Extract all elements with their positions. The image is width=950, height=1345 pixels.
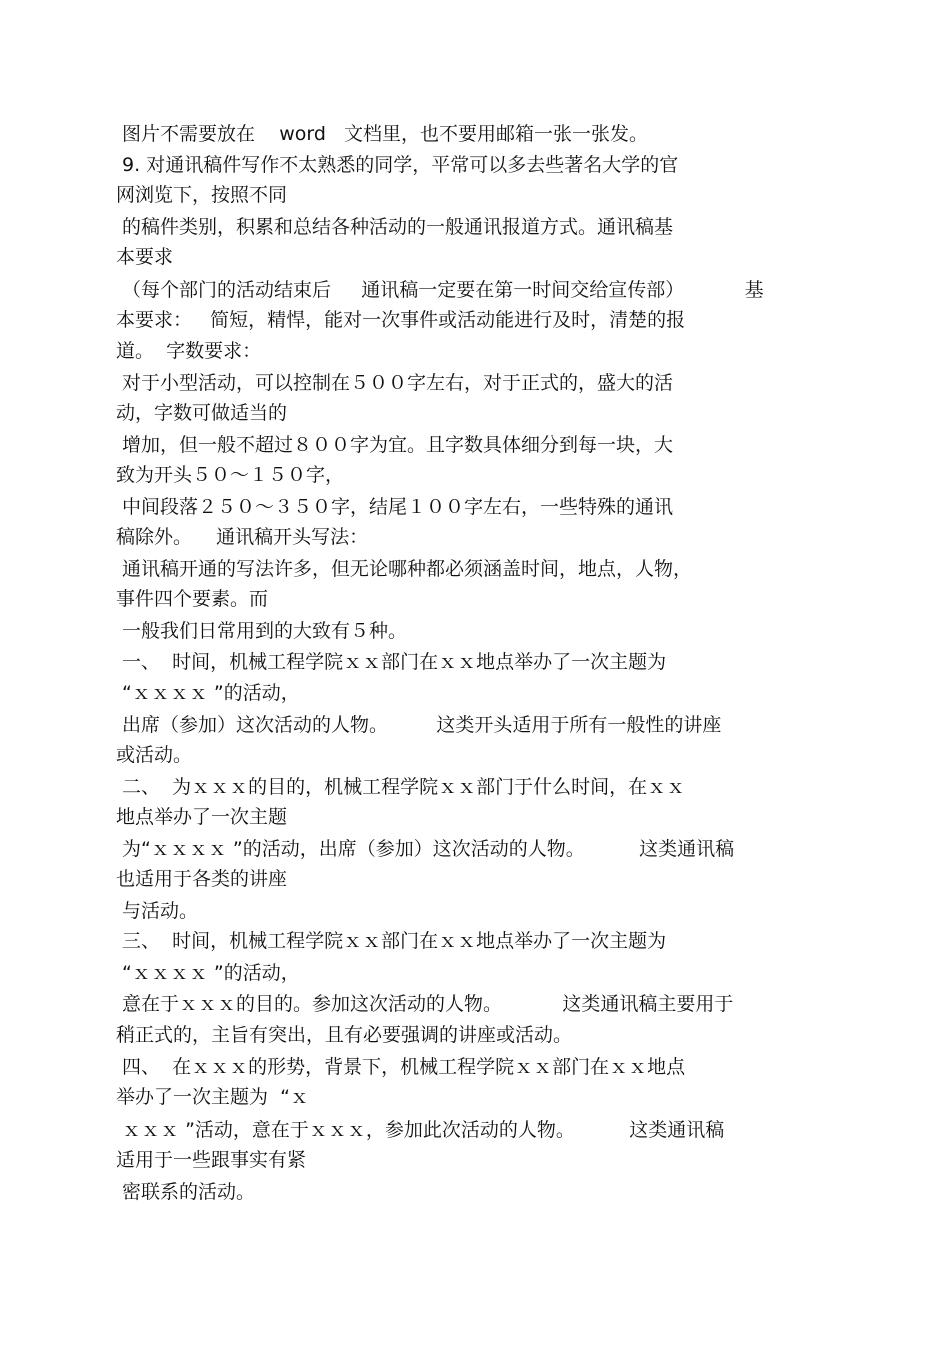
text-line: 图片不需要放在 word 文档里，也不要用邮箱一张一张发。 [116,123,649,145]
text-line: 出席（参加）这次活动的人物。 这类开头适用于所有一般性的讲座 [116,714,722,736]
text-line: 道。 字数要求： [116,340,262,362]
text-line: 事件四个要素。而 [116,588,269,610]
text-line: ｘｘｘ ”活动，意在于ｘｘｘ，参加此次活动的人物。 这类通讯稿 [116,1119,725,1141]
text-line: 的稿件类别，积累和总结各种活动的一般通讯报道方式。通讯稿基 [116,216,674,238]
text-line: 或活动。 [116,744,193,766]
text-line: 与活动。 [116,900,199,922]
text-line: 意在于ｘｘｘ的目的。参加这次活动的人物。 这类通讯稿主要用于 [116,993,734,1015]
text-line: 增加，但一般不超过８００字为宜。且字数具体细分到每一块，大 [116,434,674,456]
text-line: 三、 时间，机械工程学院ｘｘ部门在ｘｘ地点举办了一次主题为 [116,930,667,952]
text-line: （每个部门的活动结束后 通讯稿一定要在第一时间交给宣传部） 基 [116,279,764,301]
text-line: 二、 为ｘｘｘ的目的，机械工程学院ｘｘ部门于什么时间，在ｘｘ [116,776,686,798]
text-line: 举办了一次主题为 “ｘ [116,1086,309,1108]
text-line: 本要求： 简短，精悍，能对一次事件或活动能进行及时，清楚的报 [116,309,686,331]
text-line: 一般我们日常用到的大致有５种。 [116,620,408,642]
text-line: 对于小型活动，可以控制在５００字左右，对于正式的，盛大的活 [116,372,674,394]
text-line: 适用于一些跟事实有紧 [116,1149,307,1171]
text-line: 网浏览下，按照不同 [116,184,288,206]
text-line: 本要求 [116,246,174,268]
text-line: 稍正式的，主旨有突出，且有必要强调的讲座或活动。 [116,1024,573,1046]
text-line: 稿除外。 通讯稿开头写法： [116,526,369,548]
text-line: 也适用于各类的讲座 [116,868,288,890]
text-line: 9. 对通讯稿件写作不太熟悉的同学，平常可以多去些著名大学的官 [116,154,679,176]
text-line: 为“ｘｘｘｘ ”的活动，出席（参加）这次活动的人物。 这类通讯稿 [116,838,735,860]
text-line: “ｘｘｘｘ ”的活动， [116,682,300,704]
text-line: 致为开头５０～１５０字， [116,464,345,486]
text-line: “ｘｘｘｘ ”的活动， [116,962,300,984]
text-line: 四、 在ｘｘｘ的形势，背景下，机械工程学院ｘｘ部门在ｘｘ地点 [116,1056,686,1078]
text-line: 动，字数可做适当的 [116,402,288,424]
text-line: 密联系的活动。 [116,1181,256,1203]
text-line: 中间段落２５０～３５０字，结尾１００字左右，一些特殊的通讯 [116,496,674,518]
text-line: 一、 时间，机械工程学院ｘｘ部门在ｘｘ地点举办了一次主题为 [116,651,667,673]
text-line: 地点举办了一次主题 [116,806,288,828]
text-line: 通讯稿开通的写法许多，但无论哪种都必须涵盖时间，地点，人物， [116,558,693,580]
